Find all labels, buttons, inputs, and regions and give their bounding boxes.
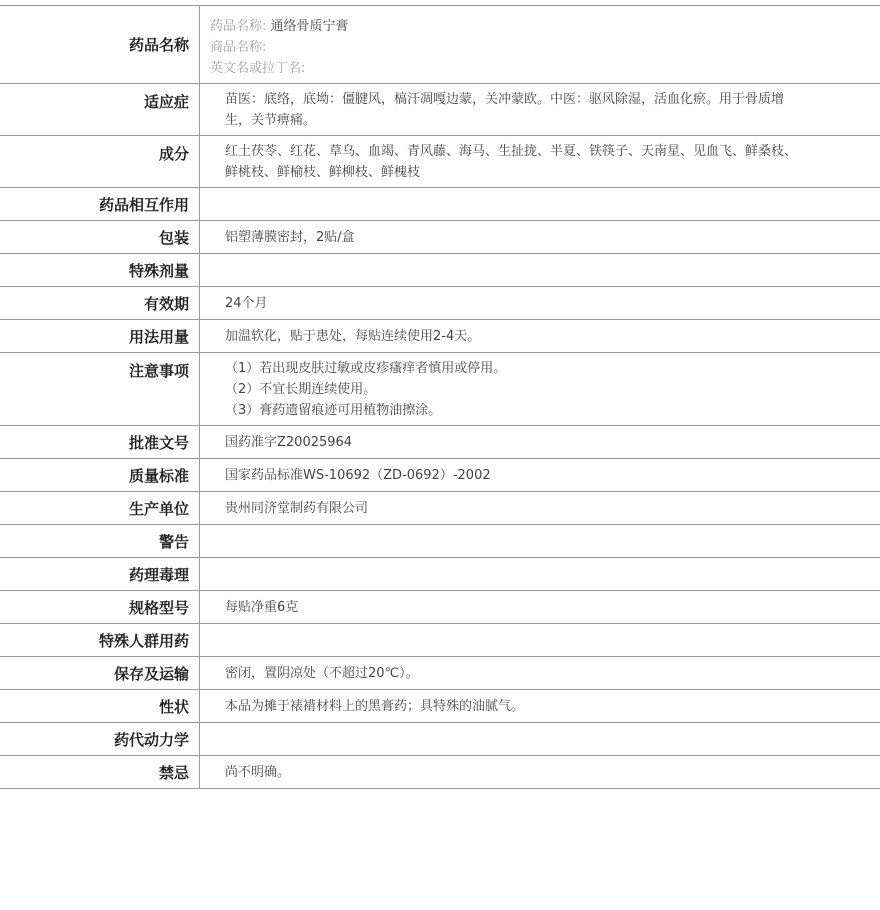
label-contraindications: 禁忌 — [0, 756, 200, 788]
drug-info-table — [0, 5, 880, 789]
row-toxicology — [0, 558, 880, 591]
value-packaging: 铝塑薄膜密封，2贴/盒 — [225, 229, 355, 245]
precaution-line-2: （2）不宜长期连续使用。 — [225, 382, 377, 397]
value-spec: 每贴净重6克 — [225, 599, 299, 615]
value-special-dosage — [200, 254, 880, 286]
row-manufacturer — [0, 492, 880, 525]
label-manufacturer: 生产单位 — [0, 492, 200, 524]
row-shelf-life — [0, 287, 880, 320]
row-standard — [0, 459, 880, 492]
label-shelf-life: 有效期 — [0, 287, 200, 319]
row-contraindications — [0, 756, 880, 789]
trade-name-label: 商品名称: — [210, 39, 267, 55]
label-storage: 保存及运输 — [0, 657, 200, 689]
value-pharmacokinetics — [200, 723, 880, 755]
value-drug-names — [200, 6, 880, 83]
row-interactions — [0, 188, 880, 221]
label-indications: 适应症 — [0, 84, 200, 135]
value-usage: 加温软化，贴于患处，每贴连续使用2-4天。 — [225, 328, 481, 344]
row-appearance — [0, 690, 880, 723]
label-spec: 规格型号 — [0, 591, 200, 623]
value-special-population — [200, 624, 880, 656]
label-ingredients: 成分 — [0, 136, 200, 187]
label-drug-name: 药品名称 — [0, 6, 200, 83]
row-spec — [0, 591, 880, 624]
precaution-line-3: （3）膏药遗留痕迹可用植物油擦涂。 — [225, 403, 442, 418]
row-approval — [0, 426, 880, 459]
label-approval: 批准文号 — [0, 426, 200, 458]
label-interactions: 药品相互作用 — [0, 188, 200, 220]
label-toxicology: 药理毒理 — [0, 558, 200, 590]
label-usage: 用法用量 — [0, 320, 200, 352]
value-manufacturer: 贵州同济堂制药有限公司 — [225, 500, 369, 516]
value-indications: 苗医：底络，底坳：僵腱风，槁汗凋嘎边蒙，关冲蒙欧。中医：驱风除湿，活血化瘀。用于骨质增生，关节痹痛。 — [225, 92, 785, 128]
value-precautions — [200, 353, 880, 425]
value-interactions — [200, 188, 880, 220]
value-contraindications: 尚不明确。 — [225, 764, 291, 780]
value-approval: 国药准字Z20025964 — [225, 434, 353, 450]
generic-name-value: 通络骨质宁膏 — [270, 18, 349, 34]
value-appearance: 本品为摊于裱褙材料上的黑膏药；具特殊的油腻气。 — [225, 698, 525, 714]
label-special-population: 特殊人群用药 — [0, 624, 200, 656]
label-packaging: 包装 — [0, 221, 200, 253]
row-special-population — [0, 624, 880, 657]
label-special-dosage: 特殊剂量 — [0, 254, 200, 286]
row-storage — [0, 657, 880, 690]
label-standard: 质量标准 — [0, 459, 200, 491]
row-special-dosage — [0, 254, 880, 287]
row-pharmacokinetics — [0, 723, 880, 756]
label-precautions: 注意事项 — [0, 353, 200, 425]
row-drug-names — [0, 6, 880, 84]
row-usage — [0, 320, 880, 353]
value-toxicology — [200, 558, 880, 590]
precaution-line-1: （1）若出现皮肤过敏或皮疹瘙痒者慎用或停用。 — [225, 361, 507, 376]
value-warning — [200, 525, 880, 557]
value-standard: 国家药品标准WS-10692（ZD-0692）-2002 — [225, 467, 491, 483]
value-shelf-life: 24个月 — [225, 295, 268, 311]
generic-name-label: 药品名称: — [210, 18, 267, 34]
label-pharmacokinetics: 药代动力学 — [0, 723, 200, 755]
value-ingredients: 红土茯苓、红花、草乌、血竭、青风藤、海马、生扯拢、半夏、铁筷子、天南星、见血飞、鲜桑枝、鲜桃枝、鲜榆枝、鲜柳枝、鲜槐枝 — [225, 144, 798, 180]
row-warning — [0, 525, 880, 558]
label-warning: 警告 — [0, 525, 200, 557]
row-indications — [0, 84, 880, 136]
row-packaging — [0, 221, 880, 254]
value-storage: 密闭，置阴凉处（不超过20℃）。 — [225, 665, 419, 681]
english-name-label: 英文名或拉丁名: — [210, 60, 306, 76]
generic-name-line — [210, 16, 800, 37]
row-precautions — [0, 353, 880, 426]
row-ingredients — [0, 136, 880, 188]
label-appearance: 性状 — [0, 690, 200, 722]
